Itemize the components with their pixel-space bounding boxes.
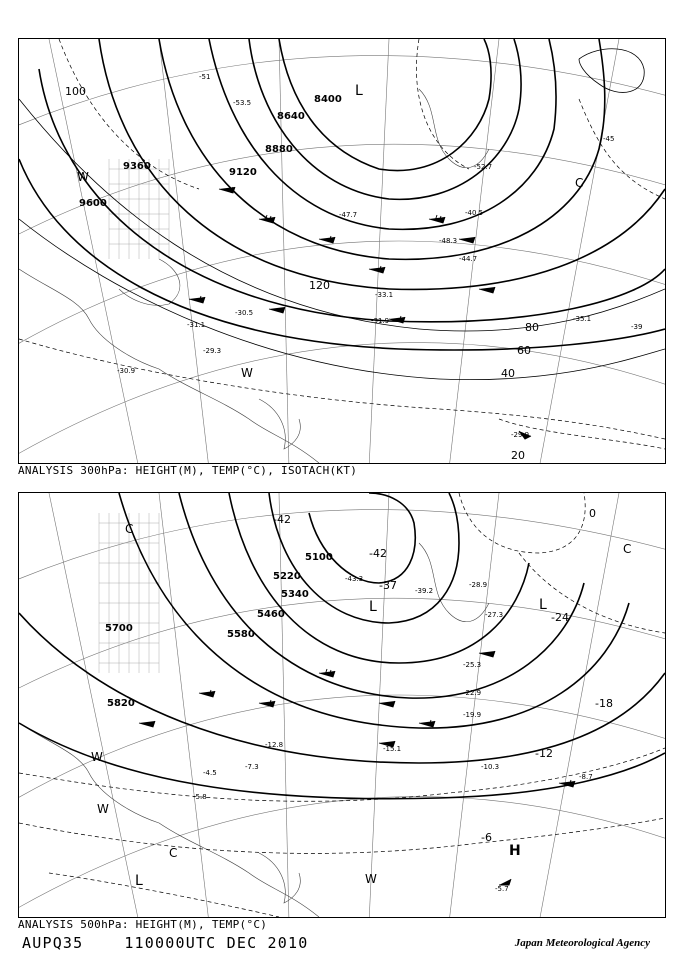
warm-center: W (97, 802, 109, 816)
isotach-label: 20 (511, 449, 525, 462)
temp-value: -39.2 (415, 587, 434, 595)
caption-500hpa: ANALYSIS 500hPa: HEIGHT(M), TEMP(°C) (18, 918, 268, 931)
temp-value: -8.7 (579, 773, 593, 781)
isotach-label: 40 (501, 367, 515, 380)
isotach-label: 120 (309, 279, 330, 292)
isotherm-label: -42 (273, 513, 291, 526)
isotach-label: 100 (65, 85, 86, 98)
height-label: 5460 (257, 609, 285, 620)
temp-value: -39 (631, 323, 643, 331)
temp-value: -30.9 (117, 367, 136, 375)
temp-value: -29.9 (511, 431, 530, 439)
temp-value: -4.5 (203, 769, 217, 777)
height-label: 5700 (105, 623, 133, 634)
temp-value: -31.9 (371, 317, 390, 325)
map-panel-500hpa (18, 492, 666, 918)
temp-value: -47.7 (339, 211, 358, 219)
low-center: L (135, 873, 143, 889)
temp-value: -48.3 (439, 237, 458, 245)
caption-300hpa: ANALYSIS 300hPa: HEIGHT(M), TEMP(°C), ISOTACH(KT) (18, 464, 358, 477)
temp-value: -51 (199, 73, 211, 81)
high-center: H (509, 843, 521, 859)
temp-value: -35.1 (573, 315, 592, 323)
agency-name: Japan Meteorological Agency (514, 937, 650, 949)
temp-value: -29.3 (203, 347, 222, 355)
isotach-labels-300 (65, 85, 539, 462)
cold-center: C (623, 542, 632, 556)
warm-center: W (365, 872, 377, 886)
height-contours-500 (19, 493, 665, 799)
temp-value: -31.1 (187, 321, 206, 329)
temp-value: -10.3 (481, 763, 500, 771)
isotherm-label: -42 (369, 547, 387, 560)
height-label: 9120 (229, 167, 257, 178)
height-label: 8880 (265, 144, 293, 155)
coastline-300 (19, 89, 489, 463)
isotherm-label: -37 (379, 579, 397, 592)
temp-value: -40.5 (465, 209, 484, 217)
temp-value: -53.5 (233, 99, 252, 107)
height-label: 5820 (107, 698, 135, 709)
low-center: L (355, 83, 363, 99)
map-300hpa-svg (19, 39, 665, 463)
temp-value: -19.9 (463, 711, 482, 719)
temp-value: -44.7 (459, 255, 478, 263)
temp-value: -45 (603, 135, 615, 143)
centers-300 (77, 83, 583, 380)
temp-value: -15.1 (383, 745, 402, 753)
temp-value: -43.3 (345, 575, 364, 583)
temp-plots-300 (117, 73, 642, 439)
isotach-label: 60 (517, 344, 531, 357)
cold-center: C (575, 176, 584, 190)
temp-value: -5.7 (495, 885, 509, 893)
low-center: L (369, 599, 377, 615)
temp-value: -52.7 (474, 163, 493, 171)
hatch-300 (109, 159, 169, 259)
map-500hpa-svg (19, 493, 665, 917)
height-label: 5580 (227, 629, 255, 640)
isotherm-label: -18 (595, 697, 613, 710)
map-panel-300hpa (18, 38, 666, 464)
height-label: 9600 (79, 198, 107, 209)
temp-value: -30.5 (235, 309, 254, 317)
valid-time: 110000UTC DEC 2010 (124, 934, 309, 952)
temp-value: -7.3 (245, 763, 259, 771)
height-contours-300 (19, 39, 665, 350)
warm-center: W (241, 366, 253, 380)
temp-value: -5.8 (193, 793, 207, 801)
warm-center: W (91, 750, 103, 764)
low-center: L (539, 597, 547, 613)
isotach-label: 80 (525, 321, 539, 334)
isotherm-label: -6 (481, 831, 492, 844)
warm-center: W (77, 170, 89, 184)
temp-value: -22.9 (463, 689, 482, 697)
height-label: 5100 (305, 552, 333, 563)
height-label: 8400 (314, 94, 342, 105)
temp-value: -33.1 (375, 291, 394, 299)
isotherm-label: 0 (589, 507, 596, 520)
isotherm-label: -24 (551, 611, 569, 624)
height-label: 8640 (277, 111, 305, 122)
height-label: 5340 (281, 589, 309, 600)
temp-value: -12.8 (265, 741, 284, 749)
temp-value: -25.3 (463, 661, 482, 669)
chart-identifier (22, 934, 308, 952)
temp-value: -27.3 (485, 611, 504, 619)
cold-center: C (169, 846, 178, 860)
temp-value: -28.9 (469, 581, 488, 589)
chart-code: AUPQ35 (22, 934, 84, 952)
height-label: 5220 (273, 571, 301, 582)
cold-center: C (125, 522, 134, 536)
height-label: 9360 (123, 161, 151, 172)
coastline-500 (19, 543, 489, 917)
isotherm-label: -12 (535, 747, 553, 760)
